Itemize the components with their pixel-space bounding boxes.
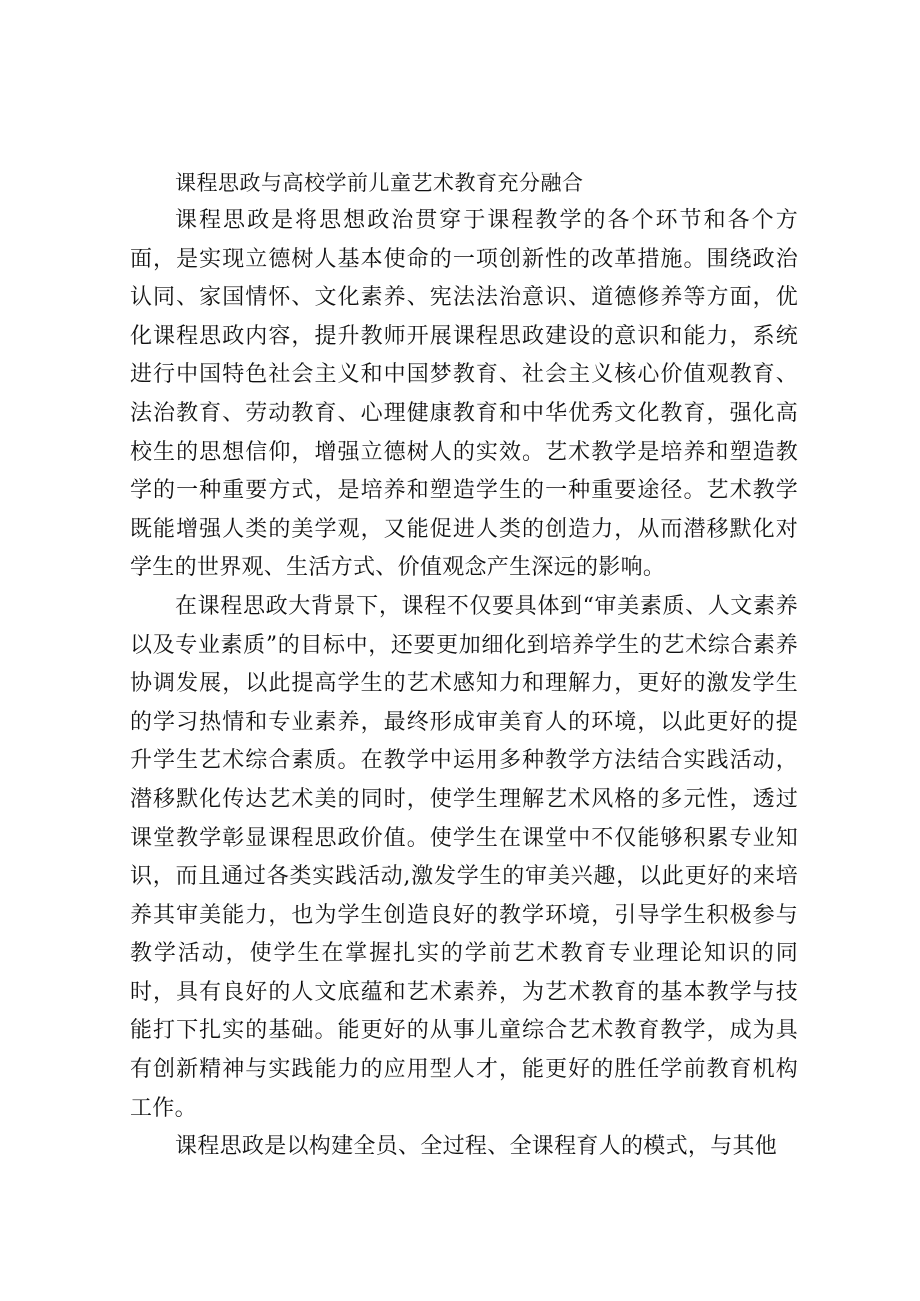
paragraph-3: 课程思政是以构建全员、全过程、全课程育人的模式，与其他 — [175, 1134, 778, 1160]
paragraph-1: 课程思政是将思想政治贯穿于课程教学的各个环节和各个方面，是实现立德树人基本使命的一项创新性的改革措施。围绕政治认同、家国情怀、文化素养、宪法法治意识、道德修养等方面，优化课程思政内容，提升教师开展课程思政建设的意识和能力，系统进行中国特色社会主义和中国梦教育、社会主义核心价值观教育、法治教育、劳动教育、心理健康教育和中华优秀文化教育，强化高校生的思想信仰，增强立德树人的实效。艺术教学是培养和塑造教学的一种重要方式，是培养和塑造学生的一种重要途径。艺术教学既能增强人类的美学观，又能促进人类的创造力，从而潜移默化对学生的世界观、生活方式、价值观念产生深远的影响。 — [130, 208, 798, 581]
document-title: 课程思政与高校学前儿童艺术教育充分融合 — [175, 171, 584, 195]
paragraph-2: 在课程思政大背景下，课程不仅要具体到“审美素质、人文素养以及专业素质”的目标中，还要更加细化到培养学生的艺术综合素养协调发展，以此提高学生的艺术感知力和理解力，更好的激发学生的学习热情和专业素养，最终形成审美育人的环境，以此更好的提升学生艺术综合素质。在教学中运用多种教学方法结合实践活动，潜移默化传达艺术美的同时，使学生理解艺术风格的多元性，透过课堂教学彰显课程思政价值。使学生在课堂中不仅能够积累专业知识，而且通过各类实践活动,激发学生的审美兴趣，以此更好的来培养其审美能力，也为学生创造良好的教学环境，引导学生积极参与教学活动，使学生在掌握扎实的学前艺术教育专业理论知识的同时，具有良好的人文底蕴和艺术素养，为艺术教育的基本教学与技能打下扎实的基础。能更好的从事儿童综合艺术教育教学，成为具有创新精神与实践能力的应用型人才，能更好的胜任学前教育机构工作。 — [130, 593, 798, 1121]
document-body — [130, 164, 798, 1167]
